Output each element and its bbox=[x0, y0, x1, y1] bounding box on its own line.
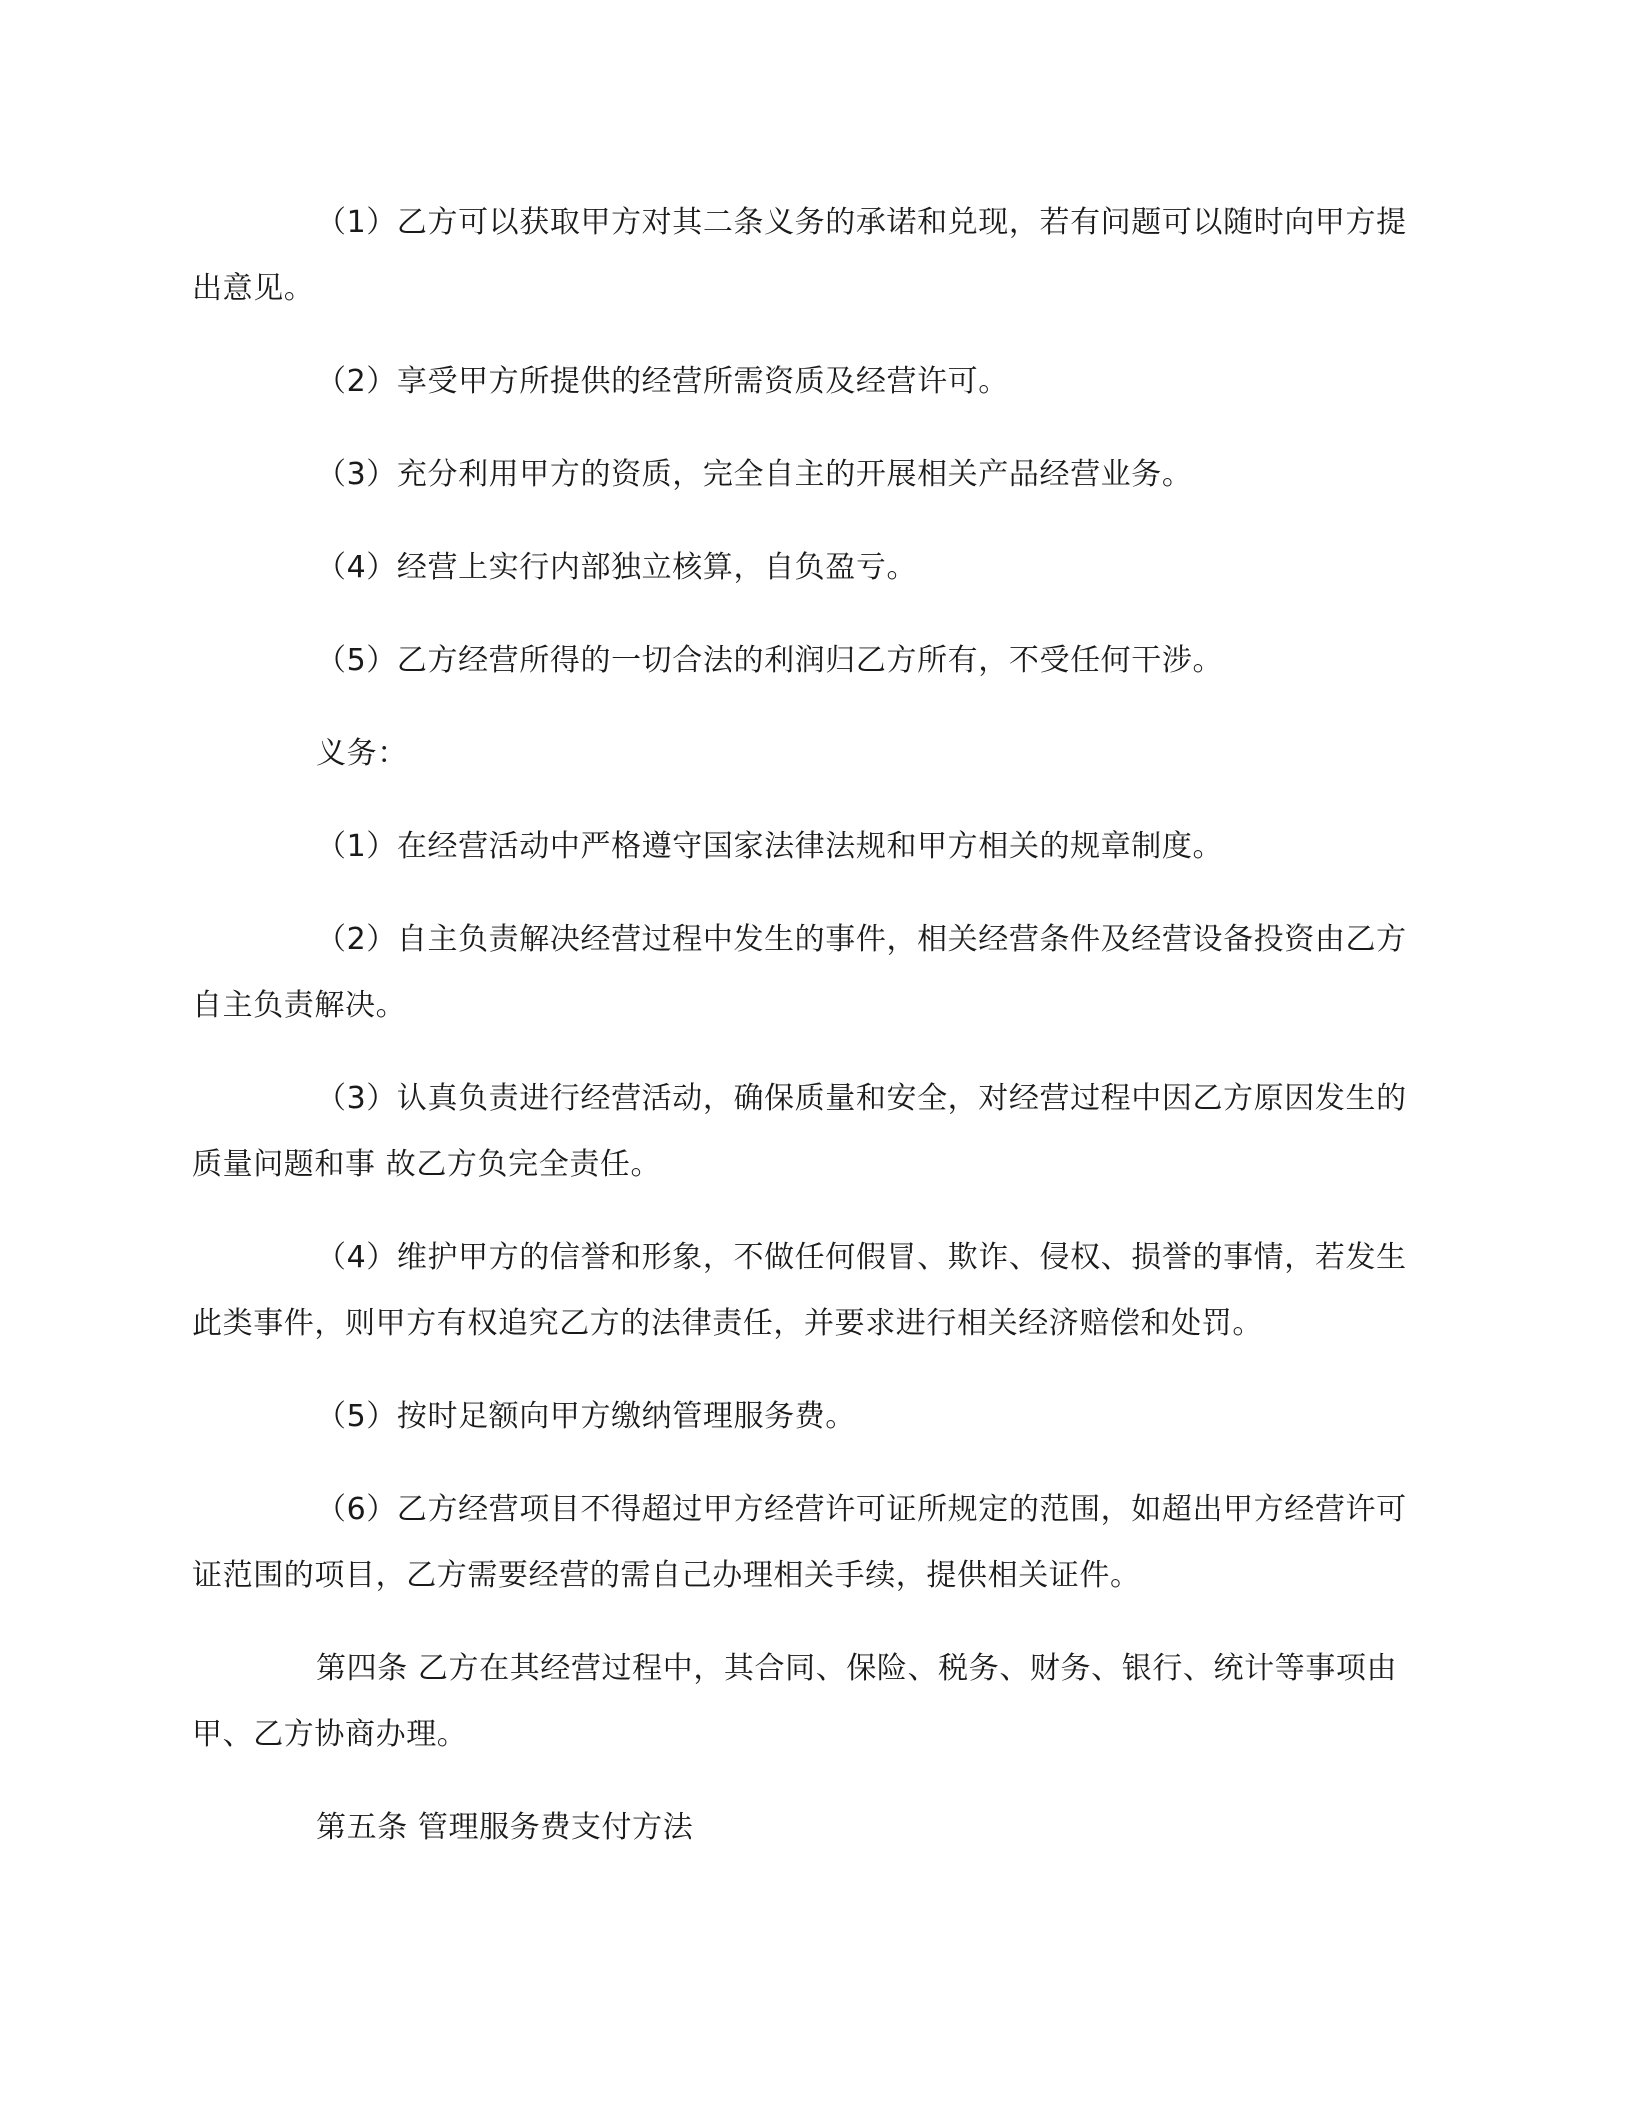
paragraph-right-5: （5）乙方经营所得的一切合法的利润归乙方所有，不受任何干涉。 bbox=[316, 643, 1224, 678]
paragraph-duty-6: （6）乙方经营项目不得超过甲方经营许可证所规定的范围，如超出甲方经营许可证范围的项目，乙方需要经营的需自己办理相关手续，提供相关证件。 bbox=[192, 1492, 1407, 1593]
paragraph-right-2: （2）享受甲方所提供的经营所需资质及经营许可。 bbox=[316, 364, 1009, 399]
obligations-heading: 义务： bbox=[316, 736, 408, 771]
paragraph-right-4: （4）经营上实行内部独立核算，自负盈亏。 bbox=[316, 550, 918, 585]
paragraph-duty-5: （5）按时足额向甲方缴纳管理服务费。 bbox=[316, 1399, 856, 1434]
paragraph-duty-4: （4）维护甲方的信誉和形象，不做任何假冒、欺诈、侵权、损誉的事情，若发生此类事件，则甲方有权追究乙方的法律责任，并要求进行相关经济赔偿和处罚。 bbox=[192, 1240, 1407, 1341]
paragraph-right-1: （1）乙方可以获取甲方对其二条义务的承诺和兑现，若有问题可以随时向甲方提出意见。 bbox=[192, 205, 1407, 306]
paragraph-duty-1: （1）在经营活动中严格遵守国家法律法规和甲方相关的规章制度。 bbox=[316, 829, 1224, 864]
paragraph-right-3: （3）充分利用甲方的资质，完全自主的开展相关产品经营业务。 bbox=[316, 457, 1193, 492]
paragraph-duty-2: （2）自主负责解决经营过程中发生的事件，相关经营条件及经营设备投资由乙方自主负责解决。 bbox=[192, 922, 1407, 1023]
document-page bbox=[192, 190, 1432, 1888]
article-five-heading: 第五条 管理服务费支付方法 bbox=[316, 1810, 694, 1845]
article-four: 第四条 乙方在其经营过程中，其合同、保险、税务、财务、银行、统计等事项由甲、乙方协商办理。 bbox=[192, 1651, 1398, 1752]
paragraph-duty-3: （3）认真负责进行经营活动，确保质量和安全，对经营过程中因乙方原因发生的质量问题和事 故乙方负完全责任。 bbox=[192, 1081, 1407, 1182]
